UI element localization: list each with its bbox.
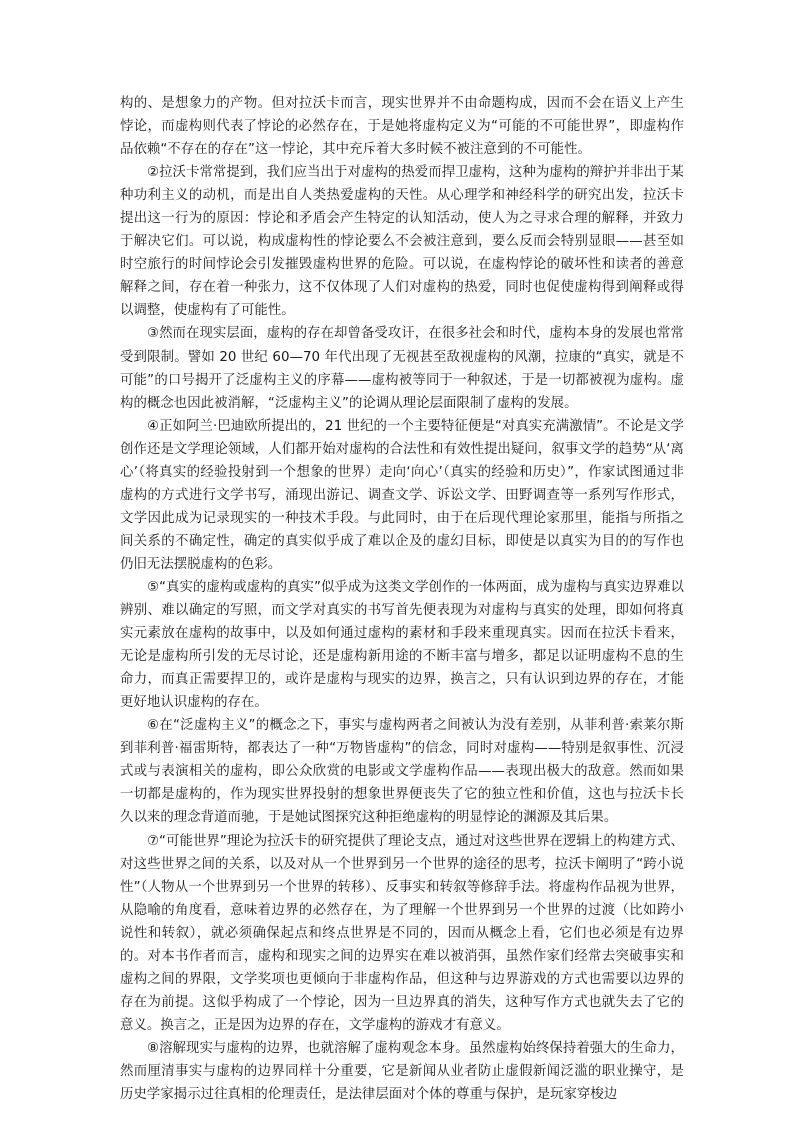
paragraph-7: ⑦“可能世界”理论为拉沃卡的研究提供了理论支点，通过对这些世界在逻辑上的构建方式、对这些世界之间的关系，以及对从一个世界到另一个世界的途径的思考，拉沃卡阐明了“跨小说性”（人物从一个世界到另一个世界的转移）、反事实和转叙等修辞手法。将虚构作品视为世界，从隐喻的角度看，意味着边界的必然存在，为了理解一个世界到另一个世界的过渡（比如跨小说性和转叙），就必须确保起点和终点世界是不同的，因而从概念上看，它们也必须是有边界的。对本书作者而言，虚构和现实之间的边界实在难以被消弭，虽然作家们经常去突破事实和虚构之间的界限，文学奖项也更倾向于非虚构作品，但这种与边界游戏的方式也需要以边界的存在为前提。这似乎构成了一个悖论，因为一旦边界真的消失，这种写作方式也就失去了它的意义。换言之，正是因为边界的存在，文学虚构的游戏才有意义。: [120, 833, 684, 1033]
paragraph-3: ③然而在现实层面，虚构的存在却曾备受攻讦，在很多社会和时代，虚构本身的发展也常常受到限制。譬如 20 世纪 60—70 年代出现了无视甚至敌视虚构的风潮，拉康的“真实，就是不可能”的口号揭开了泛虚构主义的序幕——虚构被等同于一种叙述，于是一切都被视为虚构。虚构的概念也因此被消解，“泛虚构主义”的论调从理论层面限制了虚构的发展。: [120, 326, 684, 411]
paragraph-8: ⑧溶解现实与虚构的边界，也就溶解了虚构观念本身。虽然虚构始终保持着强大的生命力，然而厘清事实与虚构的边界同样十分重要，它是新闻从业者防止虚假新闻泛滥的职业操守，是历史学家揭示过往真相的伦理责任，是法律层面对个体的尊重与保护，是玩家穿梭边: [120, 1040, 684, 1103]
paragraph-4: ④正如阿兰·巴迪欧所提出的，21 世纪的一个主要特征便是“对真实充满激情”。不论是文学创作还是文学理论领域，人们都开始对虚构的合法性和有效性提出疑问，叙事文学的趋势“从‘离心’（将真实的经验投射到一个想象的世界）走向‘向心’（真实的经验和历史）”，作家试图通过非虚构的方式进行文学书写，涌现出游记、调查文学、诉讼文学、田野调查等一系列写作形式，文学因此成为记录现实的一种技术手段。与此同时，由于在后现代理论家那里，能指与所指之间关系的不确定性，确定的真实似乎成了难以企及的虚幻目标，即使是以真实为目的的写作也仍旧无法摆脱虚构的色彩。: [120, 418, 684, 572]
paragraph-5: ⑤“真实的虚构或虚构的真实”似乎成为这类文学创作的一体两面，成为虚构与真实边界难以辨别、难以确定的写照，而文学对真实的书写首先便表现为对虚构与真实的处理，即如何将真实元素放在虚构的故事中，以及如何通过虚构的素材和手段来重现真实。因而在拉沃卡看来，无论是虚构所引发的无尽讨论，还是虚构新用途的不断丰富与增多，都足以证明虚构不息的生命力，而真正需要捍卫的，或许是虚构与现实的边界，换言之，只有认识到边界的存在，才能更好地认识虚构的存在。: [120, 579, 684, 711]
paragraph-6: ⑥在“泛虚构主义”的概念之下，事实与虚构两者之间被认为没有差别，从菲利普·索莱尔斯到菲利普·福雷斯特，都表达了一种“万物皆虚构”的信念，同时对虚构——特别是叙事性、沉浸式或与表演相关的虚构，即公众欣赏的电影或文学虚构作品——表现出极大的敌意。然而如果一切都是虚构的，作为现实世界投射的想象世界便丧失了它的独立性和价值，这也与拉沃卡长久以来的理念背道而驰，于是她试图探究这种拒绝虚构的明显悖论的渊源及其后果。: [120, 718, 684, 826]
paragraph-2: ②拉沃卡常常提到，我们应当出于对虚构的热爱而捍卫虚构，这种为虚构的辩护并非出于某种功利主义的动机，而是出自人类热爱虚构的天性。从心理学和神经科学的研究出发，拉沃卡提出这一行为的原因：悖论和矛盾会产生特定的认知活动，使人为之寻求合理的解释，并致力于解决它们。可以说，构成虚构性的悖论要么不会被注意到，要么反而会特别显眼——甚至如时空旅行的时间悖论会引发摧毁虚构世界的危险。可以说，在虚构悖论的破坏性和读者的善意解释之间，存在着一种张力，这不仅体现了人们对虚构的热爱，同时也促使虚构得到阐释或得以调整，使虚构有了可能性。: [120, 165, 684, 319]
paragraph-continued: 构的、是想象力的产物。但对拉沃卡而言，现实世界并不由命题构成，因而不会在语义上产生悖论，而虚构则代表了悖论的必然存在，于是她将虚构定义为“可能的不可能世界”，即虚构作品依赖“不存在的存在”这一悖论，其中充斥着大多时候不被注意到的不可能性。: [120, 96, 684, 158]
document-page: [120, 92, 684, 1106]
